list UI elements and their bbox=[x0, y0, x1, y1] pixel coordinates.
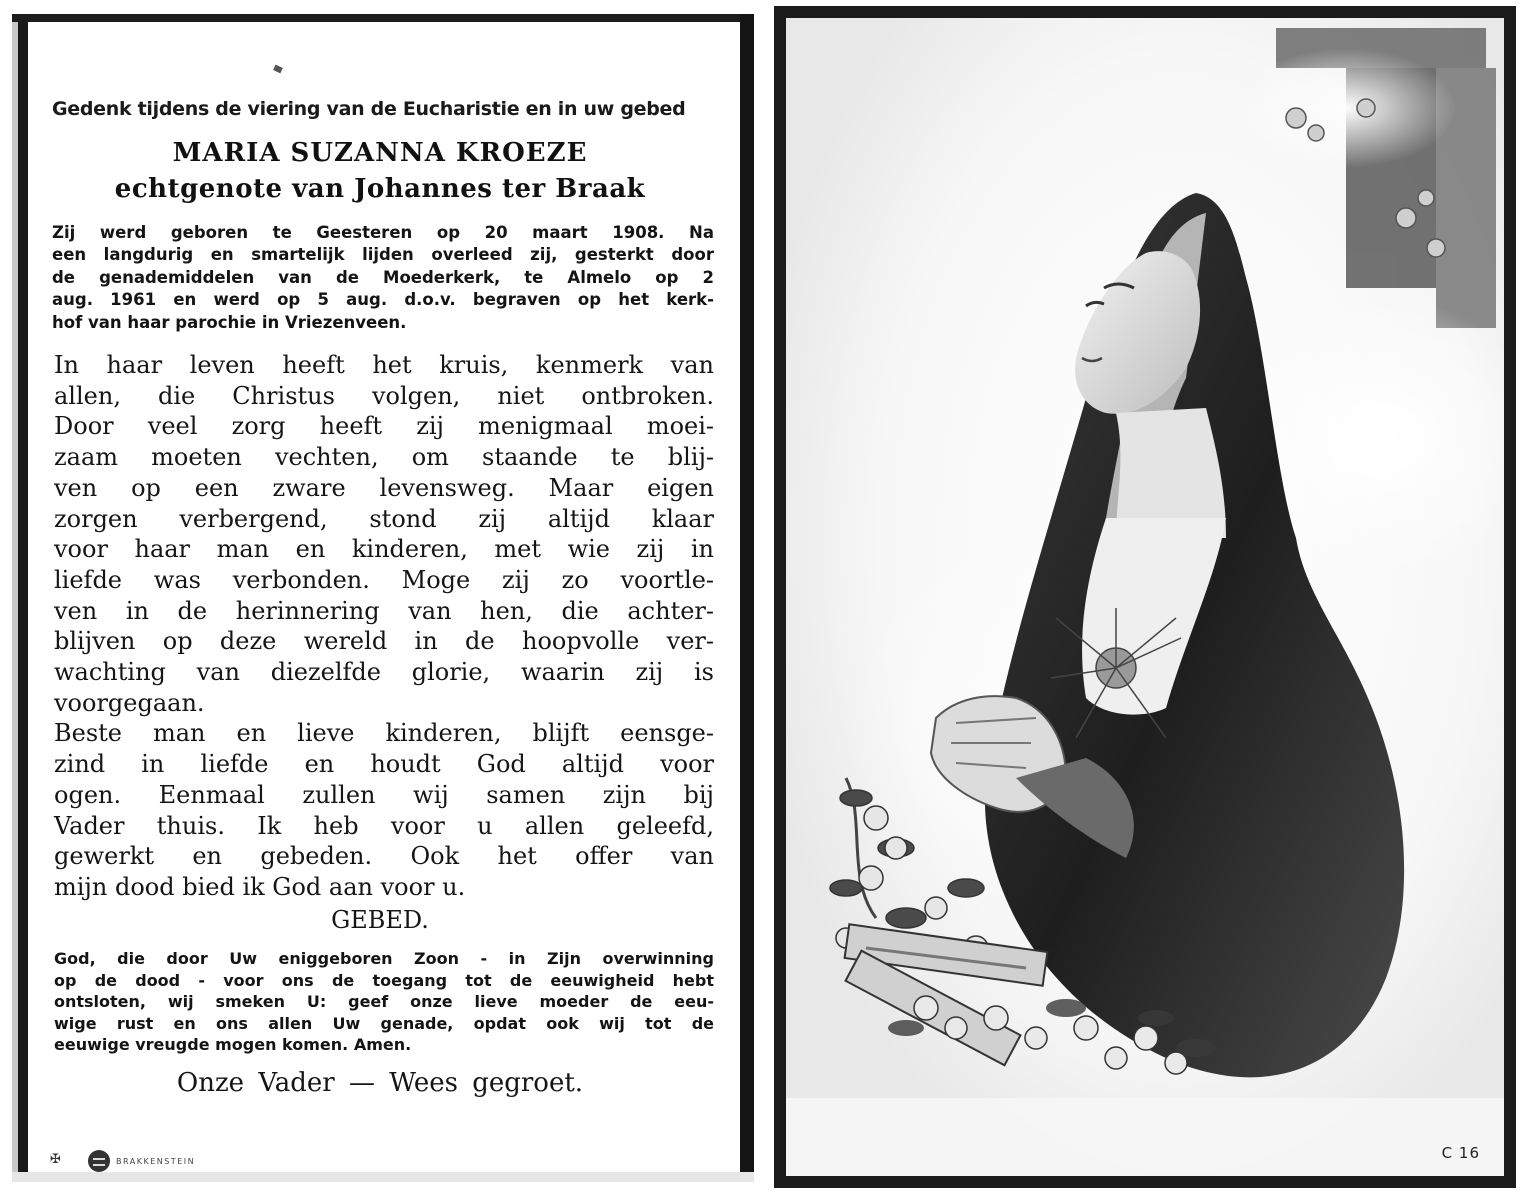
card-edge-left bbox=[12, 14, 28, 1182]
image-panel bbox=[786, 18, 1504, 1176]
closing-prayers: Onze Vader — Wees gegroet. bbox=[176, 1068, 584, 1098]
card-edge-bottom bbox=[12, 1172, 754, 1182]
prayer-title: GEBED. bbox=[331, 906, 429, 934]
prayer-line: eeuwige vreugde mogen komen. Amen. bbox=[54, 1035, 412, 1055]
memorial-line: ven in de herinnering van hen, die achter- bbox=[54, 596, 714, 625]
memorial-line: voorgegaan. bbox=[54, 688, 205, 717]
memorial-line: ogen. Eenmaal zullen wij samen zijn bij bbox=[54, 780, 714, 809]
card-edge-right bbox=[740, 14, 754, 1174]
memorial-card-image-side bbox=[774, 6, 1516, 1188]
card-edge-top bbox=[12, 14, 754, 22]
biography bbox=[52, 222, 714, 334]
remembrance-header: Gedenk tijdens de viering van de Eucharistie en in uw gebed bbox=[52, 98, 686, 120]
bio-line: de genademiddelen van de Moederkerk, te Almelo op 2 bbox=[52, 267, 714, 287]
prayer-line: God, die door Uw eniggeboren Zoon - in Zijn overwinning bbox=[54, 949, 714, 968]
printer-name: BRAKKENSTEIN bbox=[116, 1157, 196, 1166]
deceased-name: MARIA SUZANNA KROEZE bbox=[172, 138, 588, 168]
prayer-line: wige rust en ons allen Uw genade, opdat ook wij tot de bbox=[54, 1013, 714, 1033]
memorial-line: zaam moeten vechten, om staande te blij- bbox=[54, 443, 714, 472]
memorial-line: liefde was verbonden. Moge zij zo voortle- bbox=[54, 565, 714, 594]
printer-seal-icon bbox=[88, 1150, 110, 1172]
spouse-line: echtgenote van Johannes ter Braak bbox=[114, 174, 646, 204]
bio-line: hof van haar parochie in Vriezenveen. bbox=[52, 312, 407, 332]
memorial-line: wachting van diezelfde glorie, waarin zij is bbox=[54, 658, 714, 687]
memorial-line: blijven op deze wereld in de hoopvolle ver- bbox=[54, 627, 714, 656]
prayer-line: ontsloten, wij smeken U: geef onze lieve moeder de eeu- bbox=[54, 992, 714, 1012]
bio-line: een langdurig en smartelijk lijden overleed zij, gesterkt door bbox=[52, 245, 714, 265]
memorial-line: voor haar man en kinderen, met wie zij in bbox=[54, 535, 714, 564]
memorial-line: Door veel zorg heeft zij menigmaal moei- bbox=[54, 412, 714, 441]
prayer-text bbox=[54, 948, 714, 1056]
card-code: C 16 bbox=[1441, 1144, 1480, 1162]
memorial-line: Vader thuis. Ik heb voor u allen geleefd, bbox=[54, 811, 714, 840]
madonna-illustration bbox=[786, 18, 1504, 1176]
memorial-line: gewerkt en gebeden. Ook het offer van bbox=[54, 842, 714, 871]
prayer-line: op de dood - voor ons de toegang tot de eeuwigheid hebt bbox=[54, 970, 714, 990]
memorial-line: zorgen verbergend, stond zij altijd klaar bbox=[54, 504, 714, 533]
bio-line: aug. 1961 en werd op 5 aug. d.o.v. begraven op het kerk- bbox=[52, 290, 714, 310]
memorial-text bbox=[54, 350, 714, 903]
memorial-line: mijn dood bied ik God aan voor u. bbox=[54, 872, 466, 901]
memorial-line: zind in liefde en houdt God altijd voor bbox=[54, 750, 714, 779]
memorial-line: In haar leven heeft het kruis, kenmerk van bbox=[54, 351, 714, 379]
memorial-line: ven op een zware levensweg. Maar eigen bbox=[54, 473, 714, 502]
memorial-line: allen, die Christus volgen, niet ontbroken. bbox=[54, 381, 714, 410]
printer-logo-icon: ✠ bbox=[50, 1152, 61, 1167]
memorial-line: Beste man en lieve kinderen, blijft eensge- bbox=[54, 719, 714, 748]
bio-line: Zij werd geboren te Geesteren op 20 maart 1908. Na bbox=[52, 223, 714, 242]
